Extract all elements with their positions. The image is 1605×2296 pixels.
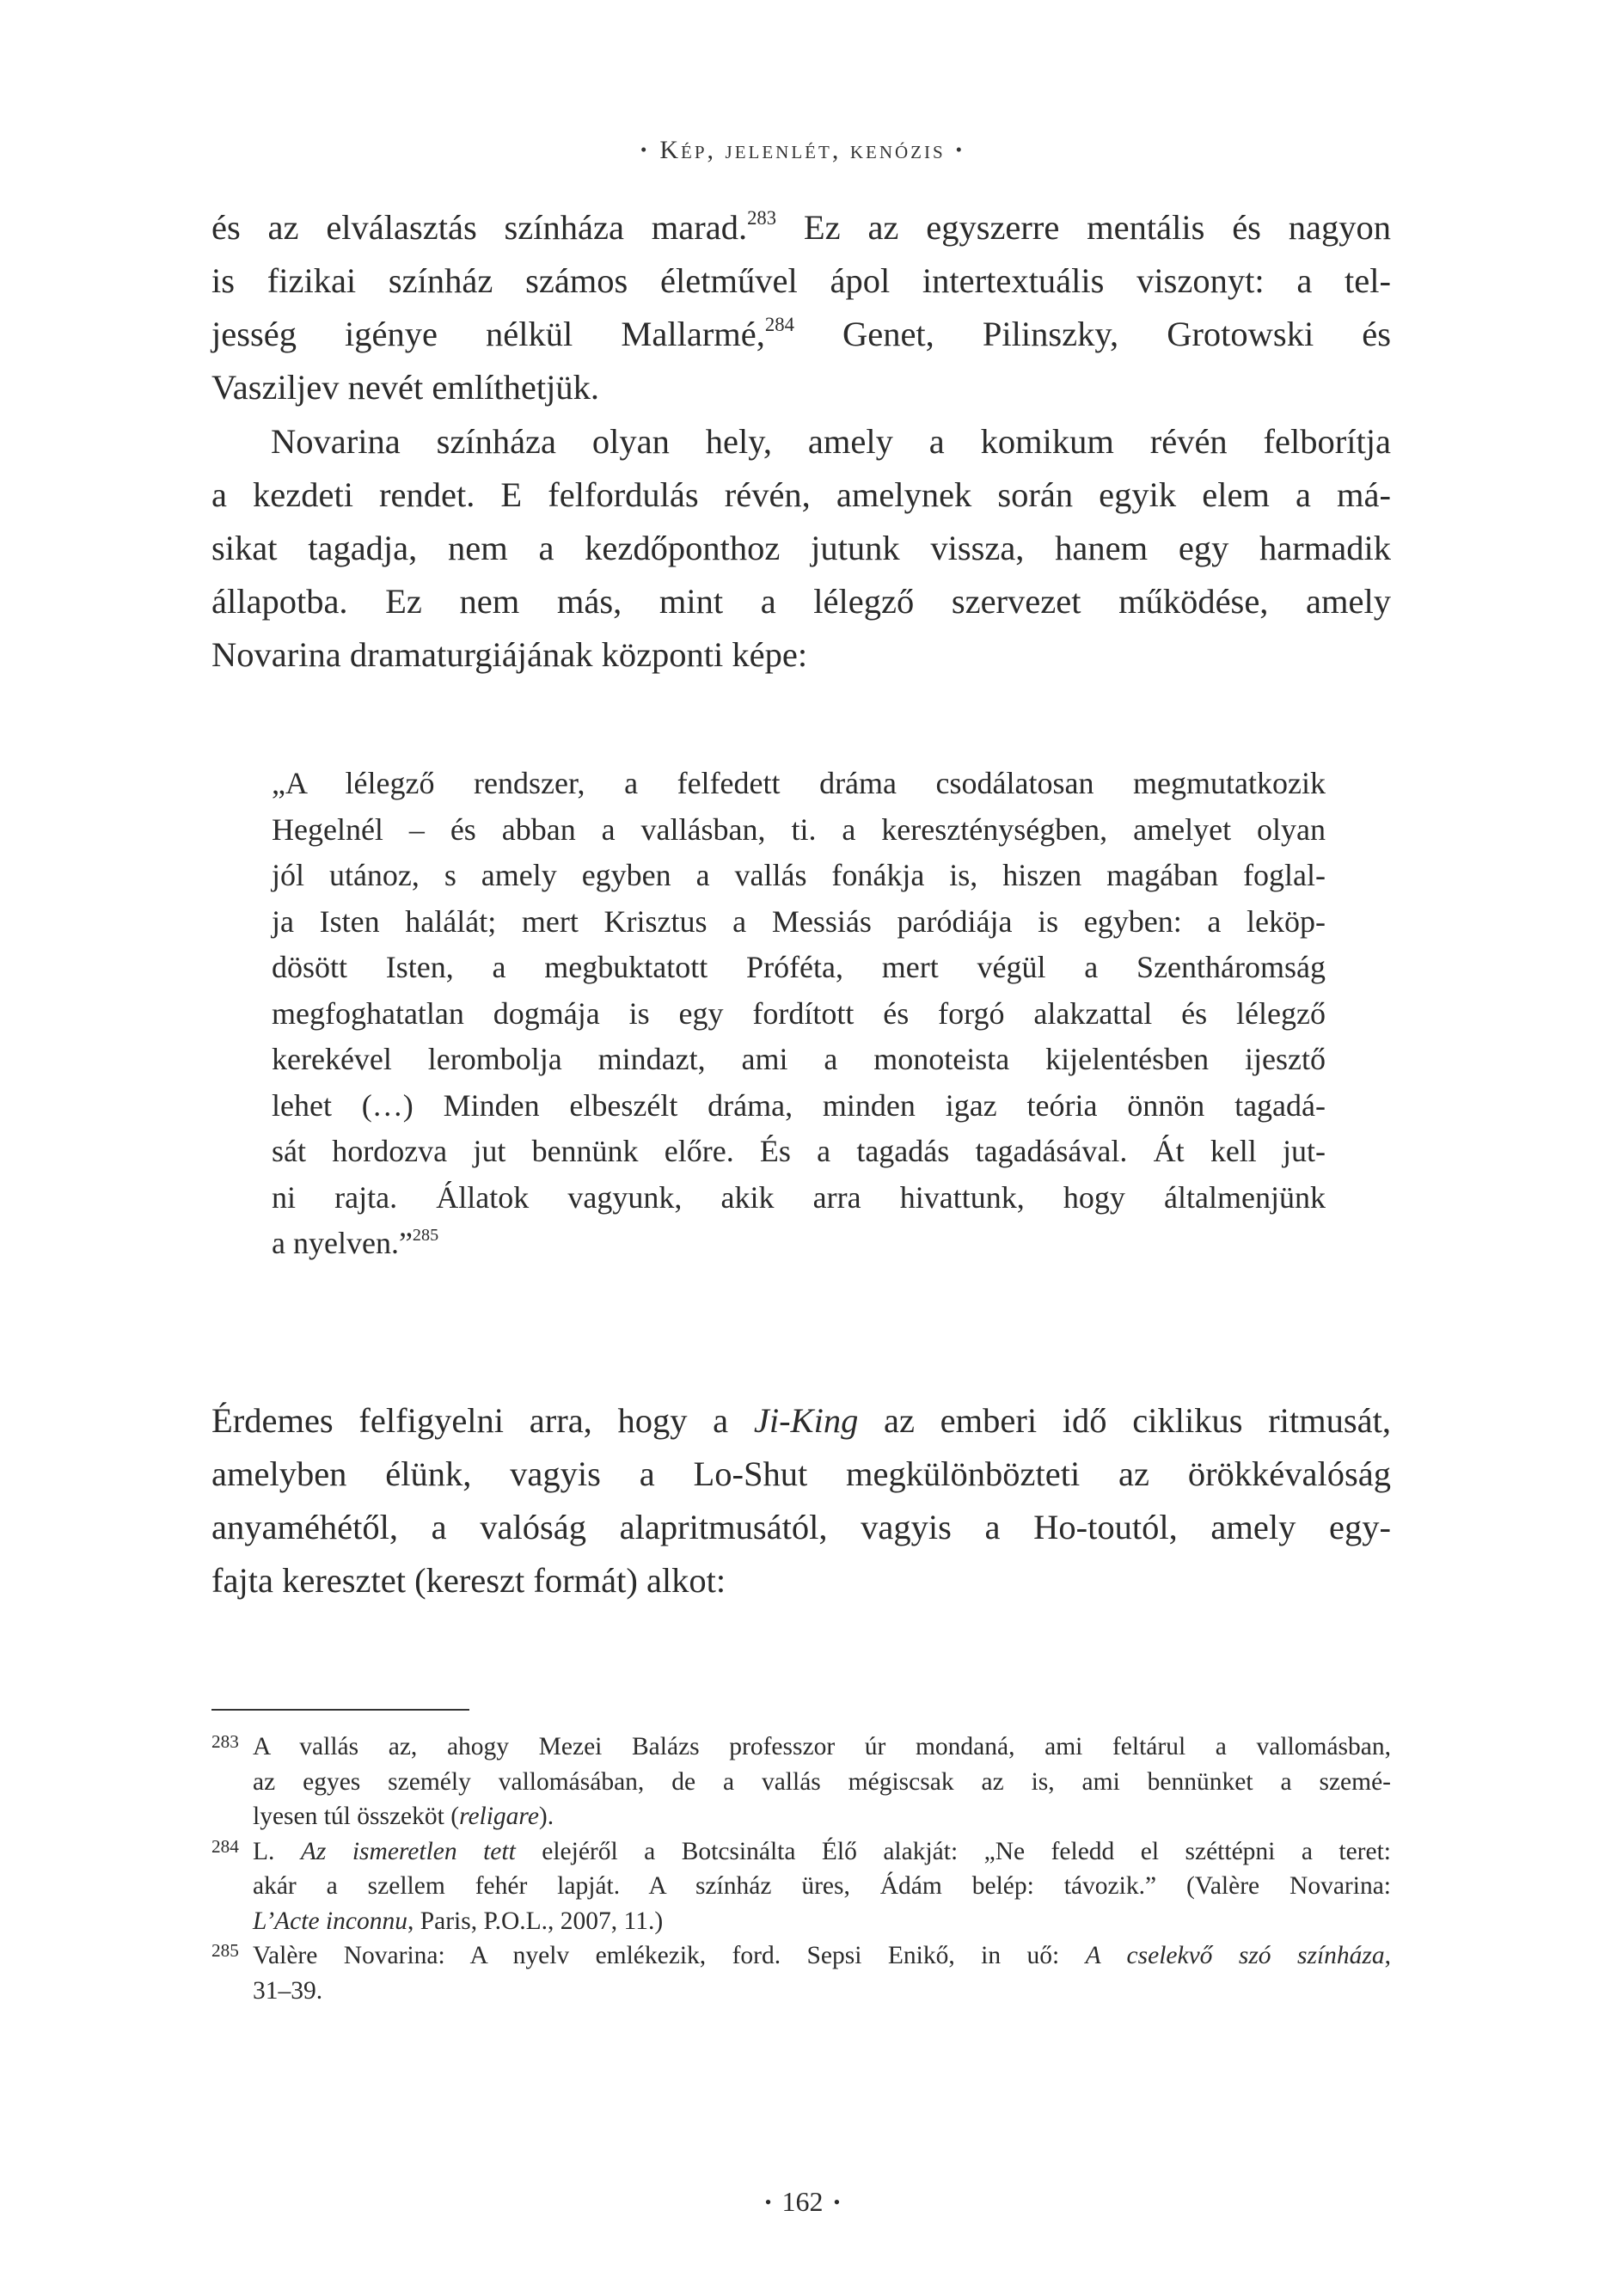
footnote-ref-285[interactable]: 285	[412, 1225, 439, 1245]
paragraph-line: amelyben élünk, vagyis a Lo-Shut megkülönbözteti az örökkévalóság	[211, 1454, 1391, 1493]
footnote-number: 283	[211, 1731, 239, 1752]
footnote-line: lyesen túl összeköt (religare).	[253, 1803, 554, 1830]
footnote-ref-283[interactable]: 283	[747, 207, 777, 229]
quote-line: „A lélegző rendszer, a felfedett dráma csodálatosan megmutatkozik	[272, 766, 1326, 800]
paragraph-line: a kezdeti rendet. E felfordulás révén, amelynek során egyik elem a má-	[211, 475, 1391, 514]
quote-line: ja Isten halálát; mert Krisztus a Messiás paródiája is egyben: a leköp-	[272, 903, 1326, 939]
footnote-285	[211, 1938, 1391, 2008]
page-number-bullet-right: •	[833, 2190, 841, 2213]
paragraph-line: és az elválasztás színháza marad.$^{283}$ Ez az egyszerre mentális és nagyon	[211, 207, 1391, 247]
footnote-line: akár a szellem fehér lapját. A színház üres, Ádám belép: távozik.” (Valère Novarina:	[253, 1872, 1391, 1900]
footnote-284	[211, 1834, 1391, 1939]
footnotes	[211, 1730, 1391, 2008]
quote-line: ni rajta. Állatok vagyunk, akik arra hivattunk, hogy általmenjünk	[272, 1179, 1326, 1215]
paragraph-line: Vasziljev nevét említhetjük.	[211, 368, 599, 407]
block-quote	[272, 761, 1326, 1267]
page-number-bullet-left: •	[764, 2190, 772, 2213]
footnote-line: az egyes személy vallomásában, de a vallás mégiscsak az is, ami bennünket a szemé-	[253, 1767, 1391, 1796]
quote-line: megfoghatatlan dogmája is egy fordított és forgó alakzattal és lélegző	[272, 995, 1326, 1031]
footnote-line: L’Acte inconnu, Paris, P.O.L., 2007, 11.)	[253, 1907, 664, 1935]
paragraph-line: fajta keresztet (kereszt formát) alkot:	[211, 1561, 726, 1600]
header-bullet-left: •	[640, 138, 650, 160]
paragraph-line: jesség igénye nélkül Mallarmé,$^{284}$ Genet, Pilinszky, Grotowski és	[211, 314, 1391, 353]
paragraph-line: állapotba. Ez nem más, mint a lélegző szervezet működése, amely	[211, 582, 1391, 621]
paragraph-2	[211, 415, 1391, 682]
footnote-line: Valère Novarina: A nyelv emlékezik, ford. Sepsi Enikő, in uő: A cselekvő szó színháza,	[253, 1942, 1391, 1969]
paragraph-line: Érdemes felfigyelni arra, hogy a Ji-King az emberi idő ciklikus ritmusát,	[211, 1401, 1392, 1440]
footnote-line: A vallás az, ahogy Mezei Balázs professzor úr mondaná, ami feltárul a vallomásban,	[253, 1733, 1391, 1760]
paragraph-line: Novarina dramaturgiájának központi képe:	[211, 635, 808, 674]
footnote-line: 31–39.	[253, 1976, 323, 2005]
footnote-number: 285	[211, 1940, 239, 1961]
footnote-number: 284	[211, 1835, 239, 1857]
paragraph-1	[211, 201, 1391, 414]
footnote-283	[211, 1730, 1391, 1834]
quote-line: jól utánoz, s amely egyben a vallás fonákja is, hiszen magában foglal-	[272, 858, 1326, 892]
footnote-line: L. Az ismeretlen tett elejéről a Botcsinálta Élő alakját: „Ne feledd el széttépni a teret:	[253, 1837, 1391, 1865]
paragraph-line: anyaméhétől, a valóság alapritmusától, vagyis a Ho-toutól, amely egy-	[211, 1508, 1391, 1546]
header-bullet-right: •	[955, 138, 965, 160]
quote-line: sát hordozva jut bennünk előre. És a tagadás tagadásával. Át kell jut-	[272, 1134, 1326, 1168]
running-header	[0, 136, 1605, 165]
quote-line: kerekével lerombolja mindazt, ami a monoteista kijelentésben ijesztő	[272, 1042, 1326, 1076]
italic-title: Ji-King	[753, 1401, 859, 1440]
footnote-ref-284[interactable]: 284	[764, 314, 794, 335]
quote-line: Hegelnél – és abban a vallásban, ti. a kereszténységben, amelyet olyan	[272, 811, 1326, 847]
footnote-divider	[211, 1709, 469, 1711]
page-number-value: 162	[781, 2186, 824, 2217]
page-number	[0, 2186, 1605, 2218]
quote-line: lehet (…) Minden elbeszélt dráma, minden igaz teória önnön tagadá-	[272, 1087, 1326, 1123]
quote-line: dösött Isten, a megbuktatott Próféta, mert végül a Szentháromság	[272, 950, 1326, 984]
paragraph-line: Novarina színháza olyan hely, amely a komikum révén felborítja	[271, 422, 1391, 461]
running-header-title: Kép, jelenlét, kenózis	[659, 136, 946, 164]
quote-line: a nyelven.”$^{285}$	[272, 1225, 439, 1260]
paragraph-3	[211, 1394, 1391, 1607]
paragraph-line: sikat tagadja, nem a kezdőponthoz jutunk vissza, hanem egy harmadik	[211, 529, 1391, 567]
paragraph-line: is fizikai színház számos életművel ápol intertextuális viszonyt: a tel-	[211, 261, 1391, 300]
